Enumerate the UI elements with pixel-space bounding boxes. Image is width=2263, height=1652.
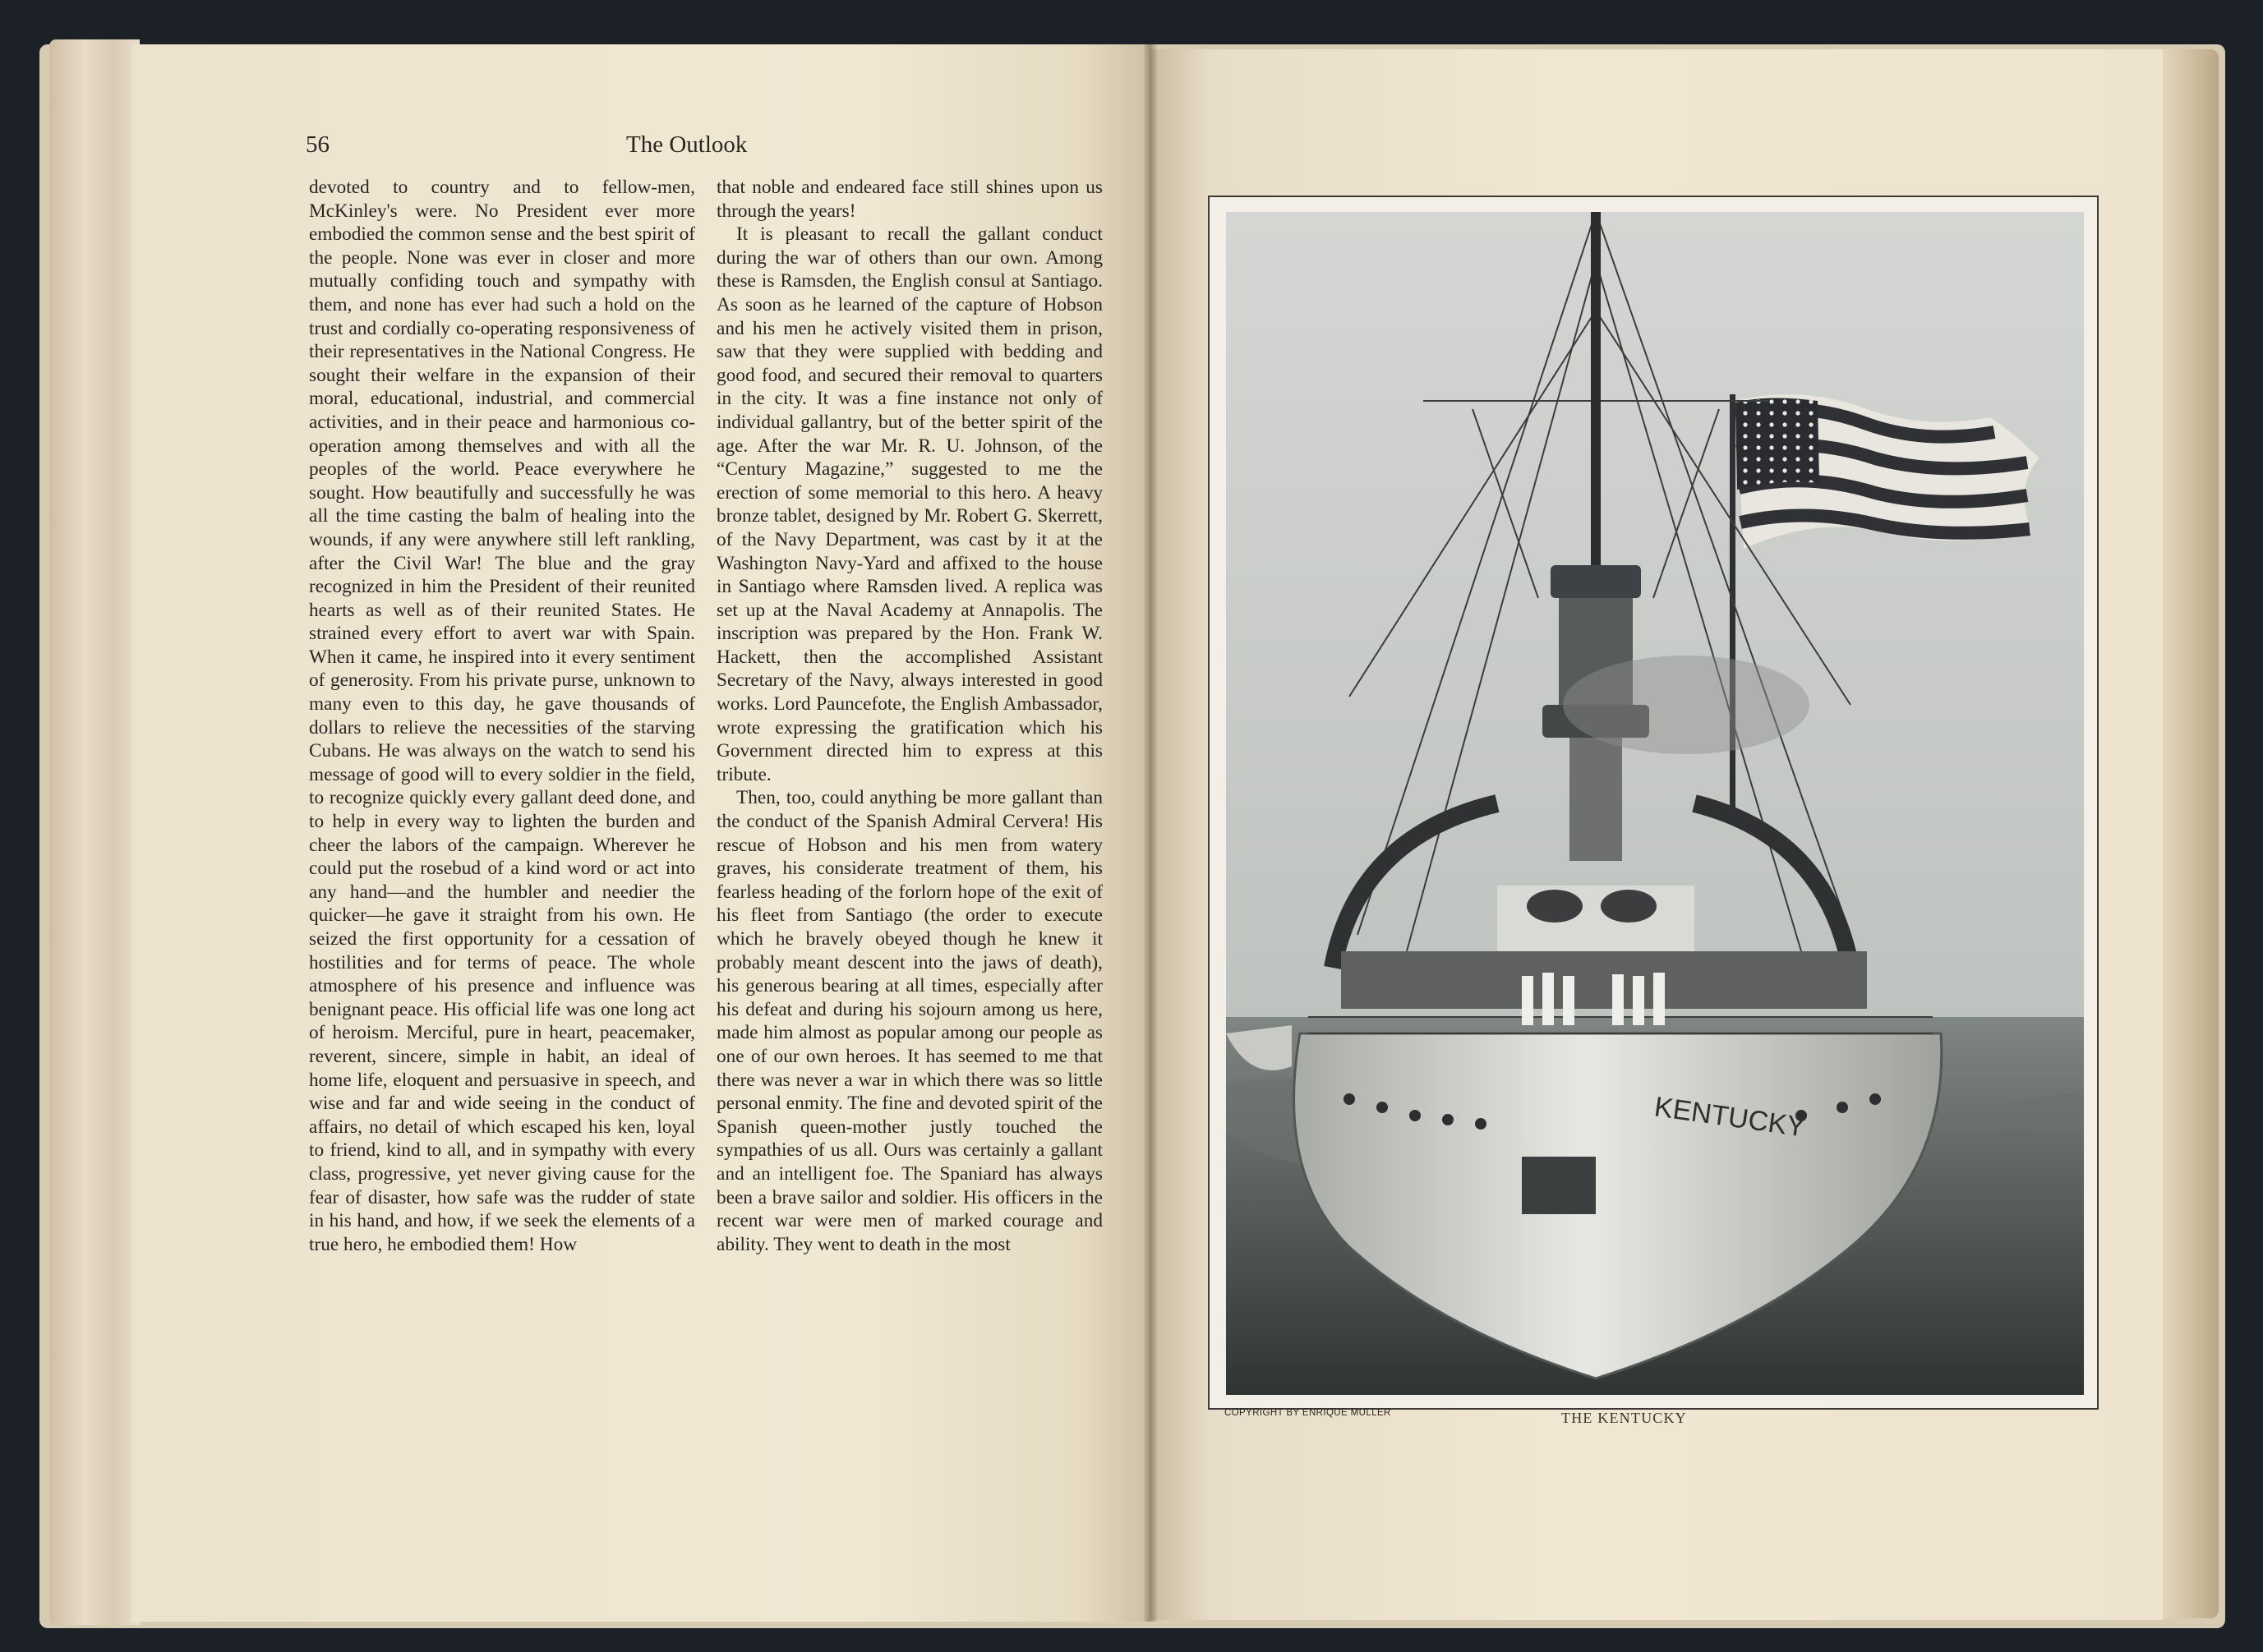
- book-gutter: [1144, 44, 1157, 1622]
- running-title: The Outlook: [626, 131, 748, 158]
- battleship-photo: [1208, 196, 2099, 1410]
- photo-caption: THE KENTUCKY: [1561, 1410, 1687, 1426]
- paragraph: Then, too, could anything be more gallant than the conduct of the Spanish Admiral Cervera! His rescue of Hobson and his men from watery graves, his considerate treatment of them, his fearless heading of the forlorn hope of the exit of his fleet from Santiago (the order to execute which he bravely obeyed though he knew it probably meant descent into the jaws of death), his generous bearing at all times, especially after his defeat and during his sojourn among us here, made him almost as popular among our people as one of our own heroes. It has seemed to me that there was never a war in which there was so little personal enmity. The fine and devoted spirit of the Spanish queen-mother justly touched the sympathies of us all. Ours was certainly a gallant and an intelligent foe. The Spaniard has always been a brave sailor and soldier. His officers in the recent war were men of marked courage and ability. They went to death in the most: [717, 787, 1103, 1255]
- paragraph: It is pleasant to recall the gallant conduct during the war of others than our own. Among these is Ramsden, the English consul at Santiago. As soon as he learned of the capture of Hobson and his men he actively visited them in prison, saw that they were supplied with bedding and good food, and secured their removal to quarters in the city. It was a fine instance not only of individual gallantry, but of the better spirit of the age. After the war Mr. R. U. Johnson, of the “Century Magazine,” suggested to me the erection of some memorial to this hero. A heavy bronze tablet, designed by Mr. Robert G. Skerrett, of the Navy Department, was cast by it at the Washington Navy-Yard and affixed to the house in Santiago where Ramsden lived. A replica was set up at the Naval Academy at Annapolis. The inscription was prepared by the Hon. Frank W. Hackett, then the accomplished Assistant Secretary of the Navy, always interested in good works. Lord Pauncefote, the English Ambassador, wrote expressing the gratification which his Government directed him to express at this tribute.: [717, 223, 1103, 785]
- photo-credit: COPYRIGHT BY ENRIQUE MULLER: [1224, 1408, 1391, 1418]
- hull-name: KENTUCKY: [1652, 1091, 1808, 1144]
- battleship-illustration: [1226, 212, 2084, 1395]
- text-column-2: [717, 176, 1103, 1256]
- page-edges-left: [49, 39, 140, 1625]
- text-column-1: [309, 176, 695, 1256]
- page-edges-right: [2161, 49, 2219, 1618]
- page-number: 56: [306, 131, 330, 158]
- paragraph: devoted to country and to fellow-men, McKinley's were. No President ever more embodied the common sense and the best spirit of the people. None was ever in closer and more mutually confiding touch and sympathy with them, and none has ever had such a hold on the trust and cordially co-operating responsiveness of their representatives in the National Congress. He sought their welfare in the expansion of their moral, educational, industrial, and commercial activities, and in their peace and harmonious co-operation among themselves and with all the peoples of the world. Peace everywhere he sought. How beautifully and successfully he was all the time casting the balm of healing into the wounds, if any were anywhere still left rankling, after the Civil War! The blue and the gray recognized in him the President of their reunited hearts as well as of their reunited States. He strained every effort to avert war with Spain. When it came, he inspired into it every sentiment of generosity. From his private purse, unknown to many even to this day, he gave thousands of dollars to relieve the necessities of the starving Cubans. He was always on the watch to send his message of good will to every soldier in the field, to recognize quickly every gallant deed done, and to help in every way to lighten the burden and cheer the labors of the campaign. Wherever he could put the rosebud of a kind word or act into any hand—and the humbler and needier the quicker—he gave it straight from his own. He seized the first opportunity for a cessation of hostilities and for terms of peace. The whole atmosphere of his presence and influence was benignant peace. His official life was one long act of heroism. Merciful, pure in heart, peacemaker, reverent, sincere, simple in habit, an ideal of home life, eloquent and persuasive in speech, and wise and far and wide seeing in the conduct of affairs, no detail of which escaped his ken, loyal to friend, kind to all, and in sympathy with every class, progressive, yet never giving cause for the fear of disaster, how safe was the rudder of state in his hand, and how, if we seek the elements of a true hero, he embodied them! How: [309, 177, 695, 1255]
- paragraph: that noble and endeared face still shines upon us through the years!: [717, 177, 1103, 222]
